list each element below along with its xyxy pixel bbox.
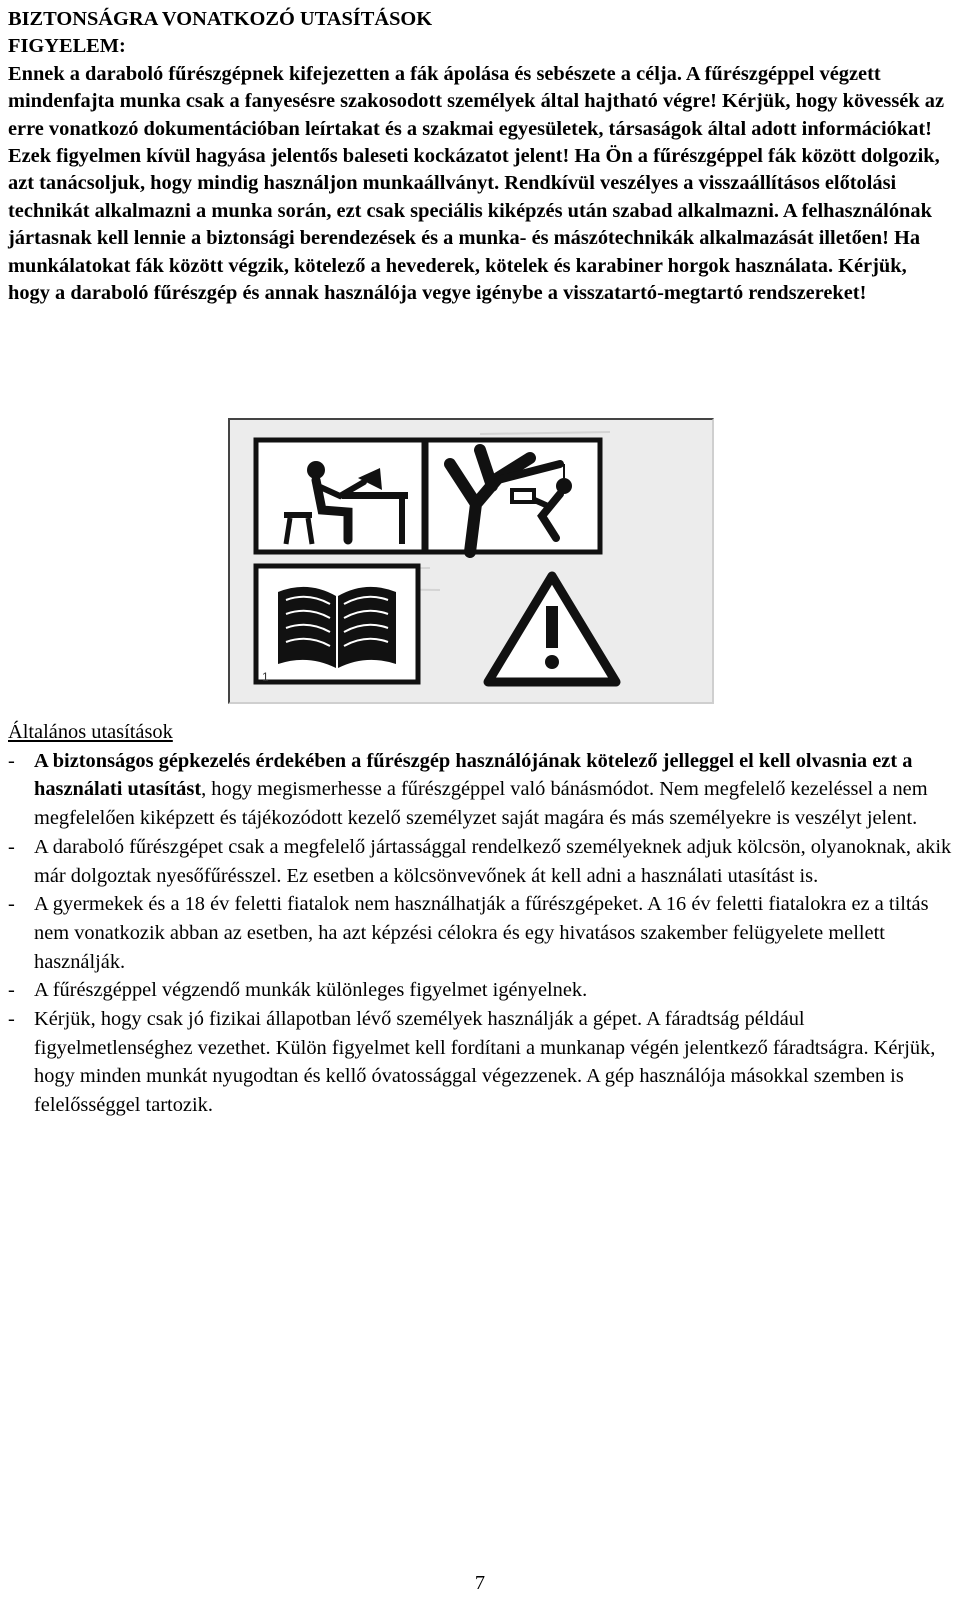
reading-at-desk-icon	[256, 440, 424, 552]
list-item-text: , hogy megismerhesse a fűrészgéppel való bánásmódot. Nem megfelelő kezeléssel a nem megfelelően kiképzett és tájékozódott kezelő személyzet saját magára és más személyekre is veszélyt jelent.	[34, 778, 928, 830]
list-item	[8, 747, 952, 833]
intro-paragraph: Ennek a daraboló fűrészgépnek kifejezetten a fák ápolása és sebészete a célja. A fűrészgéppel végzett mindenfajta munka csak a fanyesésre szakosodott személyek által hajtható végre! Kérjük, hogy kövessék az erre vonatkozó dokumentációban leírtakat és a szakmai egyesületek, társaságok által adott információkat! Ezek figyelmen kívül hagyása jelentős baleseti kockázatot jelent! Ha Ön a fűrészgéppel fák között dolgozik, azt tanácsoljuk, hogy mindig használjon munkaállványt. Rendkívül veszélyes a visszaállításos előtolási technikát alkalmazni a munka során, ezt csak speciális kiképzés után szabad alkalmazni. A felhasználónak jártasnak kell lennie a biztonsági berendezések és a munka- és mászótechnikák alkalmazását illetően! Ha munkálatokat fák között végzik, kötelező a hevederek, kötelek és karabiner horgok használata. Kérjük, hogy a daraboló fűrészgép és annak használója vegye igénybe a visszatartó-megtartó rendszereket!	[8, 62, 945, 305]
list-item	[8, 976, 952, 1005]
list-item-text: A daraboló fűrészgépet csak a megfelelő jártassággal rendelkező személyeknek adjuk kölcsön, olyanoknak, akik már dolgoztak nyesőfűrésszel. Ez esetben a kölcsönvevőnek át kell adni a használati utasítást is.	[34, 835, 952, 887]
figure-number: 1	[262, 670, 269, 684]
open-book-icon	[256, 566, 418, 682]
instruction-list	[8, 747, 952, 1120]
safety-intro	[8, 6, 948, 307]
general-instructions	[8, 718, 952, 1120]
list-item-bold-text: A biztonságos gépkezelés érdekében a fűrészgép használójának kötelező jelleggel el kell olvasnia ezt a használati utasítást	[34, 749, 913, 801]
list-item	[8, 1005, 952, 1120]
list-dash: -	[8, 979, 15, 1002]
list-dash: -	[8, 893, 15, 916]
list-item-text: Kérjük, hogy csak jó fizikai állapotban lévő személyek használják a gépet. A fáradtság például figyelmetlenséghez vezethet. Külön figyelmet kell fordítani a munkanap végén jelentkező fáradtságra. Kérjük, hogy minden munkát nyugodtan és kellő óvatossággal végezzenek. A gép használója másokkal szemben is felelősséggel tartozik.	[34, 1008, 936, 1117]
list-dash: -	[8, 835, 15, 858]
pictogram-illustration	[230, 420, 712, 702]
safety-pictogram-figure	[228, 418, 714, 704]
list-dash: -	[8, 749, 15, 772]
list-item	[8, 890, 952, 976]
tree-climber-sawing-icon	[426, 440, 600, 552]
general-instructions-heading: Általános utasítások	[8, 721, 173, 743]
list-item-text: A gyermekek és a 18 év feletti fiatalok nem használhatják a fűrészgépeket. A 16 év feletti fiatalokra ez a tiltás nem vonatkozik abban az esetben, ha azt képzési célokra és egy hivatásos szakember felügyelete mellett használják.	[34, 893, 929, 973]
warning-label: FIGYELEM:	[8, 35, 126, 58]
section-title: BIZTONSÁGRA VONATKOZÓ UTASÍTÁSOK	[8, 8, 433, 30]
page-number: 7	[474, 1572, 486, 1594]
list-item-text: A fűrészgéppel végzendő munkák különleges figyelmet igényelnek.	[34, 979, 588, 1002]
list-dash: -	[8, 1008, 15, 1031]
list-item	[8, 833, 952, 890]
